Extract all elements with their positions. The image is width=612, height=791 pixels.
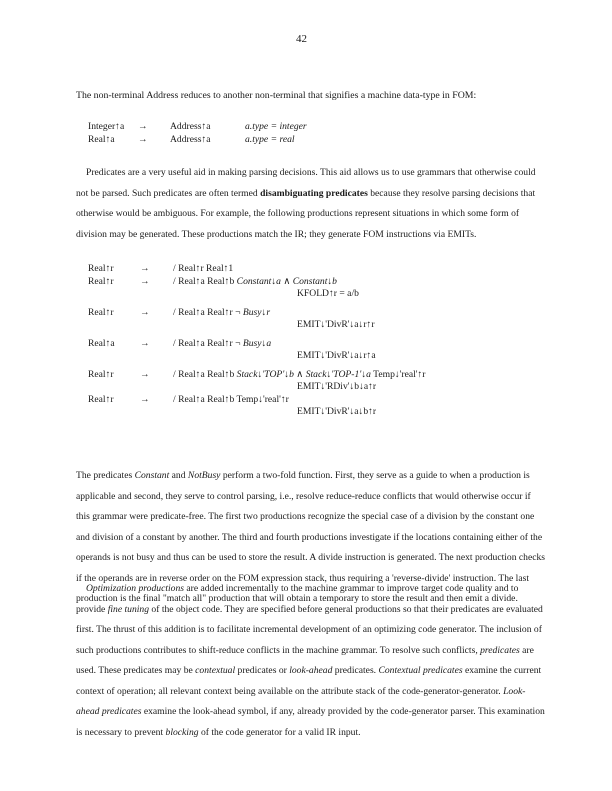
text-run: because they resolve parsing decisions that otherwise would be ambiguous. For example, the following productions represent situations in which some form of division may be generated. These productions match the IR; they generate FOM instructions via EMITs.: [76, 187, 536, 240]
italic-term: Contextual predicates: [378, 665, 463, 676]
italic-term: Constant: [134, 470, 170, 481]
production-lhs: Real↑a: [88, 133, 115, 145]
paragraph-text: The non-terminal Address reduces to another non-terminal that signifies a machine data-type in FOM:: [76, 90, 477, 101]
production-arrow: →: [138, 121, 148, 132]
production-arrow: →: [140, 337, 150, 349]
text-run: predicates or: [235, 665, 290, 676]
production-rhs: Address↑a: [170, 121, 211, 132]
production-arrow: →: [138, 133, 148, 145]
rhs-predicate: Busy↓r: [242, 306, 271, 318]
rhs-predicate: Stack↓'TOP'↓b ∧ Stack↓'TOP-1'↓a: [236, 368, 371, 380]
production-block: [88, 263, 376, 276]
italic-term: contextual: [195, 665, 236, 676]
text-run: The predicates: [76, 470, 135, 481]
text-run: perform a two-fold function. First, they serve as a guide to when a production is applicable and second, they serve to control parsing, i.e., resolve reduce-reduce conflicts that would otherwise occur if this grammar were predicate-free. The first two productions recognize the special case of a division by the constant one and division of a constant by another. The third and fourth productions investigate if the locations containing either of the operands is not busy and thus can be used to store the result. A divide instruction is generated. The next production checks if the operands are in reverse order on the FOM expression stack, thus requiring a 'reverse-divide' instruction. The last production is the final "match all" production that will obtain a temporary to store the result and then emit a divide.: [76, 470, 546, 604]
production-row: [88, 368, 426, 382]
production-rhs: [173, 369, 426, 380]
production-action: EMIT↓'DivR'↓a↓r↑r: [297, 319, 375, 330]
production-rhs: [173, 307, 270, 318]
text-run: predicates.: [332, 665, 379, 676]
production-arrow: →: [140, 263, 150, 274]
production-row: [88, 276, 376, 289]
production-arrow: →: [140, 393, 150, 405]
production-action: EMIT↓'DivR'↓a↓r↑a: [297, 350, 376, 361]
production-rhs: / Real↑a Real↑b Temp↓'real'↑r: [173, 393, 289, 405]
production-action: EMIT↓'RDiv'↓b↓a↑r: [297, 381, 377, 392]
rhs-predicate: Constant↓a ∧ Constant↓b: [236, 275, 337, 287]
rhs-plain: / Real↑a Real↑b: [173, 275, 237, 287]
italic-term: fine tuning: [107, 603, 150, 615]
italic-term: blocking: [165, 726, 199, 738]
production-row: [88, 394, 376, 407]
text-run: examine the look-ahead symbol, if any, already provided by the code-generator parser. This examination is necessary to prevent: [76, 706, 545, 738]
production-action: KFOLD↑r = a/b: [297, 288, 359, 299]
italic-term: predicates: [480, 644, 520, 656]
production-block: [88, 368, 426, 394]
production-block: [88, 276, 376, 301]
text-run: examine the current context of operation; all relevant context being available on the attribute stack of the code-generator-generator.: [76, 665, 542, 697]
paragraph-predicates: [76, 163, 546, 245]
production-rhs: [173, 276, 337, 287]
text-run: Predicates are a very useful aid in making parsing decisions. This aid allows us to use grammars that otherwise could not be parsed. Such predicates are often termed: [76, 167, 536, 199]
production-rhs: / Real↑r Real↑1: [173, 263, 234, 274]
production-lhs: Real↑r: [88, 263, 114, 274]
production-lhs: Integer↑a: [88, 121, 125, 132]
production-semantics: a.type = real: [245, 133, 295, 145]
bold-term: disambiguating predicates: [260, 187, 368, 199]
italic-term: Look-ahead predicates: [76, 685, 526, 717]
rhs-plain: / Real↑a Real↑r ¬: [173, 337, 243, 349]
production-block: [88, 338, 376, 363]
paragraph-optimization: [76, 579, 546, 743]
division-production-table: [88, 263, 426, 419]
rhs-plain: / Real↑a Real↑b: [173, 368, 237, 380]
production-lhs: Real↑r: [88, 275, 114, 287]
italic-term: Optimization productions: [86, 583, 184, 594]
production-row: [88, 263, 376, 276]
rhs-plain: / Real↑a Real↑r ¬: [173, 306, 243, 318]
text-run: of the object code. They are specified before general productions so that their predicates are evaluated first. The thrust of this addition is to facilitate incremental development of an optimizing code generator. The inclusion of such productions contributes to shift-reduce conflicts in the machine grammar. To resolve such conflicts,: [76, 603, 543, 656]
production-row: [88, 307, 376, 320]
production-arrow: →: [140, 306, 150, 318]
production-semantics: a.type = integer: [245, 121, 307, 132]
text-run: are used. These predicates may be: [76, 644, 534, 676]
text-run: and: [169, 470, 188, 481]
italic-term: NotBusy: [187, 470, 221, 481]
text-run: of the code generator for a valid IR input.: [198, 726, 361, 738]
italic-term: look-ahead: [289, 665, 333, 676]
paragraph-address-intro: [76, 86, 546, 107]
rhs-tail: Temp↓'real'↑r: [370, 368, 426, 380]
production-lhs: Real↑a: [88, 337, 115, 349]
production-lhs: Real↑r: [88, 306, 114, 318]
production-lhs: Real↑r: [88, 393, 114, 405]
production-block: [88, 307, 376, 332]
production-arrow: →: [140, 368, 150, 380]
production-rhs: Address↑a: [170, 133, 211, 145]
production-arrow: →: [140, 275, 150, 287]
page-number: 42: [296, 33, 307, 45]
production-rhs: [173, 338, 271, 349]
production-action: EMIT↓'DivR'↓a↓b↑r: [297, 406, 377, 417]
production-lhs: Real↑r: [88, 368, 114, 380]
production-block: [88, 394, 376, 419]
text-run: are added incrementally to the machine grammar to improve target code quality and to provide: [76, 583, 519, 615]
production-row: [88, 338, 376, 351]
rhs-predicate: Busy↓a: [242, 337, 272, 349]
